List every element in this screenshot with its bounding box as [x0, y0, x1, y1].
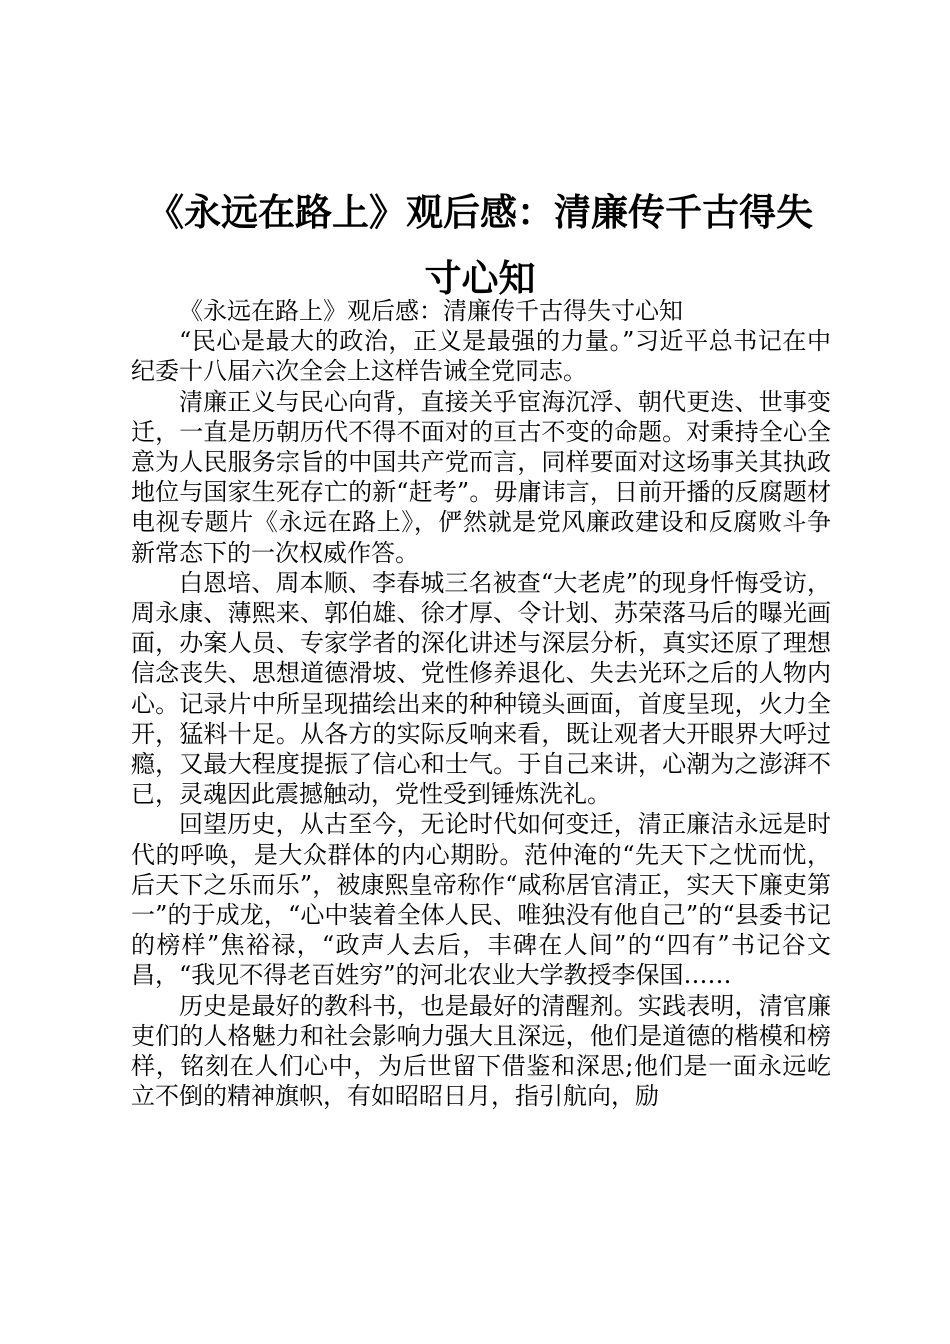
paragraph: 白恩培、周本顺、李春城三名被查“大老虎”的现身忏悔受访，周永康、薄熙来、郭伯雄、徐才厚、令计划、苏荣落马后的曝光画面，办案人员、专家学者的深化讲述与深层分析，真实还原了理想信念丧失、思想道德滑坡、党性修养退化、失去光环之后的人物内心。记录片中所呈现描绘出来的种种镜头画面，首度呈现，火力全开，猛料十足。从各方的实际反响来看，既让观者大开眼界大呼过瘾，又最大程度提振了信心和士气。于自己来讲，心潮为之澎湃不已，灵魂因此震撼触动，党性受到锤炼洗礼。 [131, 568, 831, 809]
document-body [131, 296, 831, 1111]
paragraph: 回望历史，从古至今，无论时代如何变迁，清正廉洁永远是时代的呼唤，是大众群体的内心期盼。范仲淹的“先天下之忧而忧，后天下之乐而乐”，被康熙皇帝称作“咸称居官清正，实天下廉吏第一”的于成龙，“心中装着全体人民、唯独没有他自己”的“县委书记的榜样”焦裕禄，“政声人去后，丰碑在人间”的“四有”书记谷文昌，“我见不得老百姓穷”的河北农业大学教授李保国…… [131, 810, 831, 990]
paragraph: 历史是最好的教科书，也是最好的清醒剂。实践表明，清官廉吏们的人格魅力和社会影响力强大且深远，他们是道德的楷模和榜样，铭刻在人们心中，为后世留下借鉴和深思;他们是一面永远屹立不倒的精神旗帜，有如昭昭日月，指引航向，励 [131, 991, 831, 1111]
document-title: 《永远在路上》观后感：清廉传千古得失寸心知 [147, 191, 813, 300]
paragraph: “民心是最大的政治，正义是最强的力量。”习近平总书记在中纪委十八届六次全会上这样告诫全党同志。 [131, 327, 831, 386]
paragraph: 清廉正义与民心向背，直接关乎宦海沉浮、朝代更迭、世事变迁，一直是历朝历代不得不面对的亘古不变的命题。对秉持全心全意为人民服务宗旨的中国共产党而言，同样要面对这场事关其执政地位与国家生死存亡的新“赶考”。毋庸讳言，日前开播的反腐题材电视专题片《永远在路上》，俨然就是党风廉政建设和反腐败斗争新常态下的一次权威作答。 [131, 387, 831, 567]
paragraph-subtitle: 《永远在路上》观后感：清廉传千古得失寸心知 [179, 297, 683, 325]
